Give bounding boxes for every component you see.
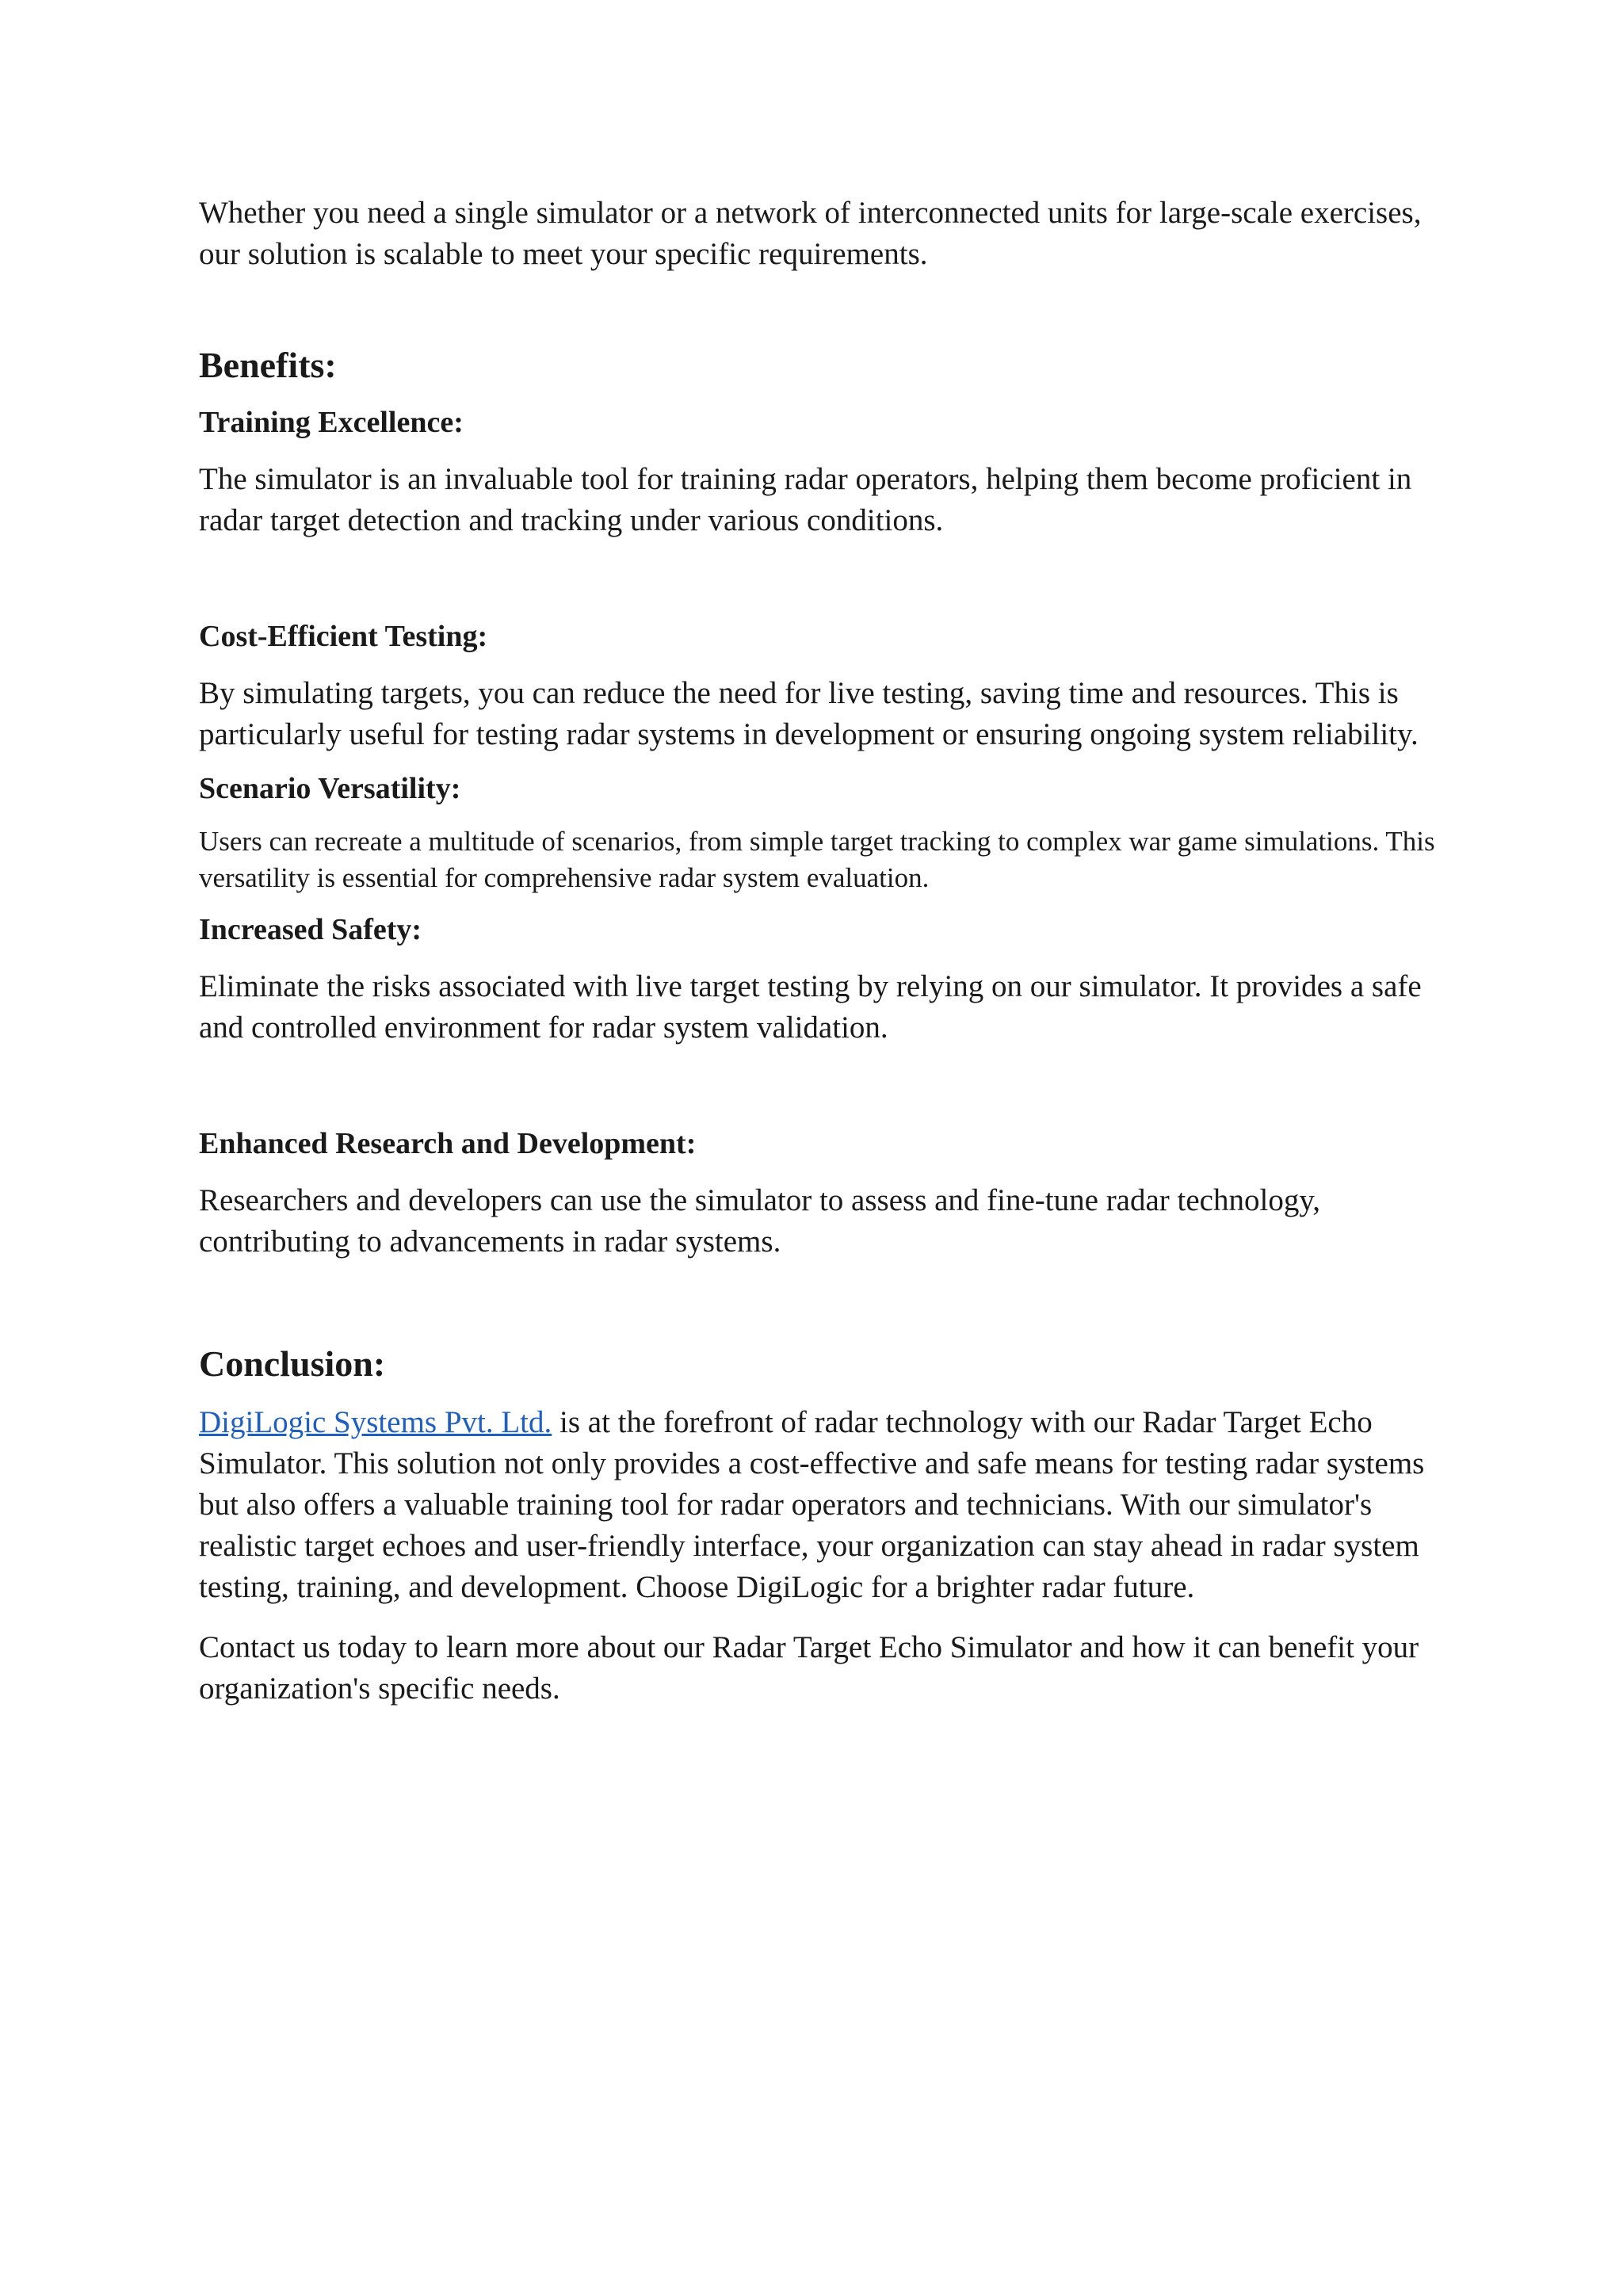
conclusion-paragraph-2: Contact us today to learn more about our Radar Target Echo Simulator and how it can benefit your organization's specific needs. (199, 1630, 1419, 1706)
benefit-title-scenario: Scenario Versatility: (199, 772, 461, 805)
conclusion-heading: Conclusion: (199, 1343, 386, 1384)
document-content (199, 193, 1451, 1710)
benefit-text-training: The simulator is an invaluable tool for training radar operators, helping them become proficient in radar target detection and tracking under various conditions. (199, 462, 1412, 537)
benefit-text-safety: Eliminate the risks associated with live target testing by relying on our simulator. It provides a safe and controlled environment for radar system validation. (199, 969, 1422, 1045)
benefit-title-training: Training Excellence: (199, 406, 464, 439)
intro-paragraph: Whether you need a single simulator or a network of interconnected units for large-scale exercises, our solution is scalable to meet your specific requirements. (199, 196, 1422, 271)
benefit-text-research: Researchers and developers can use the simulator to assess and fine-tune radar technology, contributing to advancements in radar systems. (199, 1183, 1321, 1259)
digilogic-link[interactable]: DigiLogic Systems Pvt. Ltd. (199, 1405, 552, 1439)
conclusion-paragraph-1-text: is at the forefront of radar technology with our Radar Target Echo Simulator. This solution not only provides a cost-effective and safe means for testing radar systems but also offers a valuable training tool for radar operators and technicians. With our simulator's realistic target echoes and user-friendly interface, your organization can stay ahead in radar system testing, training, and development. Choose DigiLogic for a brighter radar future. (199, 1405, 1425, 1604)
benefit-text-scenario: Users can recreate a multitude of scenarios, from simple target tracking to complex war game simulations. This versatility is essential for comprehensive radar system evaluation. (199, 826, 1435, 893)
benefit-title-research: Enhanced Research and Development: (199, 1127, 697, 1160)
benefits-heading: Benefits: (199, 345, 337, 385)
benefit-title-cost: Cost-Efficient Testing: (199, 620, 488, 653)
benefit-text-cost: By simulating targets, you can reduce the need for live testing, saving time and resources. This is particularly useful for testing radar systems in development or ensuring ongoing system reliability. (199, 676, 1419, 751)
conclusion-paragraph-1 (199, 1402, 1451, 1608)
benefit-title-safety: Increased Safety: (199, 913, 422, 946)
